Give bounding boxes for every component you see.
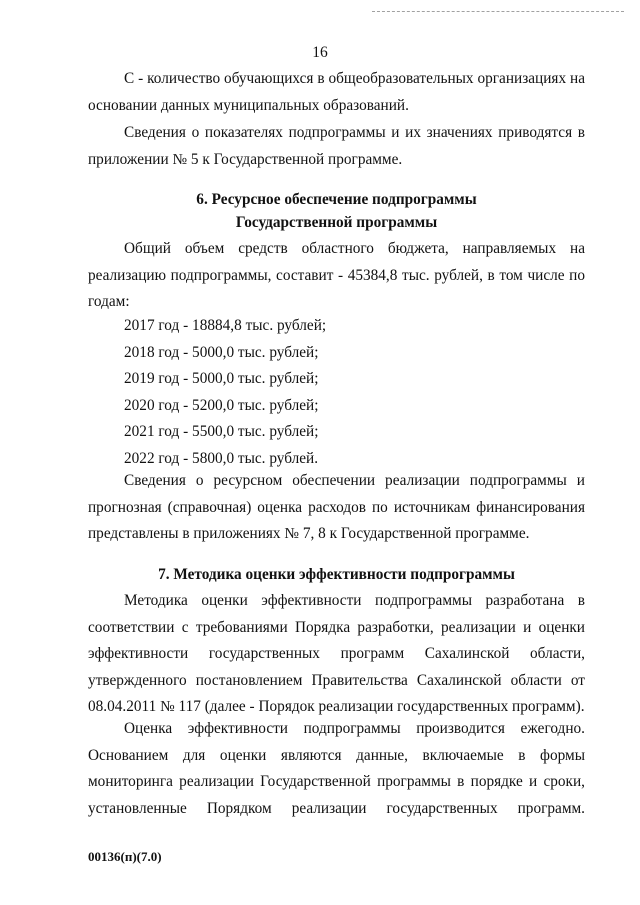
year-funding-list [124,313,326,473]
section-6-heading-line2: Государственной программы [235,214,438,231]
section-7-heading: 7. Методика оценки эффективности подпрограммы [158,566,515,583]
paragraph-methodology: Методика оценки эффективности подпрограммы разработана в соответствии с требованиями Порядка разработки, реализации и оценки эффективности государственных программ Сахалинской области, утвержденного постановлением Правительства Сахалинской области от 08.04.2011 № 117 (далее - Порядок реализации государственных программ). [88,592,585,716]
paragraph-students-count: С - количество обучающихся в общеобразовательных организациях на основании данных муниципальных образований. [88,70,585,114]
page-number: 16 [312,44,328,61]
paragraph-resource-info: Сведения о ресурсном обеспечении реализации подпрограммы и прогнозная (справочная) оценка расходов по источникам финансирования представлены в приложениях № 7, 8 к Государственной программе. [88,472,585,543]
top-rule [372,11,624,12]
paragraph-budget-total: Общий объем средств областного бюджета, направляемых на реализацию подпрограммы, составит - 45384,8 тыс. рублей, в том числе по годам: [88,240,585,311]
paragraph-evaluation: Оценка эффективности подпрограммы производится ежегодно. Основанием для оценки являются данные, включаемые в формы мониторинга реализации Государственной программы в порядке и сроки, установленные Порядком реализации государственных программ. [88,720,585,817]
year-item: 2018 год - 5000,0 тыс. рублей; [124,343,319,361]
year-item: 2022 год - 5800,0 тыс. рублей. [124,449,319,467]
year-item: 2020 год - 5200,0 тыс. рублей; [124,396,319,414]
year-item: 2021 год - 5500,0 тыс. рублей; [124,423,319,441]
section-6-heading-line1: 6. Ресурсное обеспечение подпрограммы [196,191,477,208]
year-item: 2017 год - 18884,8 тыс. рублей; [124,317,327,334]
paragraph-indicators: Сведения о показателях подпрограммы и их значениях приводятся в приложении № 5 к Государственной программе. [88,124,585,168]
year-item: 2019 год - 5000,0 тыс. рублей; [124,370,319,388]
document-code: 00136(п)(7.0) [88,849,162,864]
